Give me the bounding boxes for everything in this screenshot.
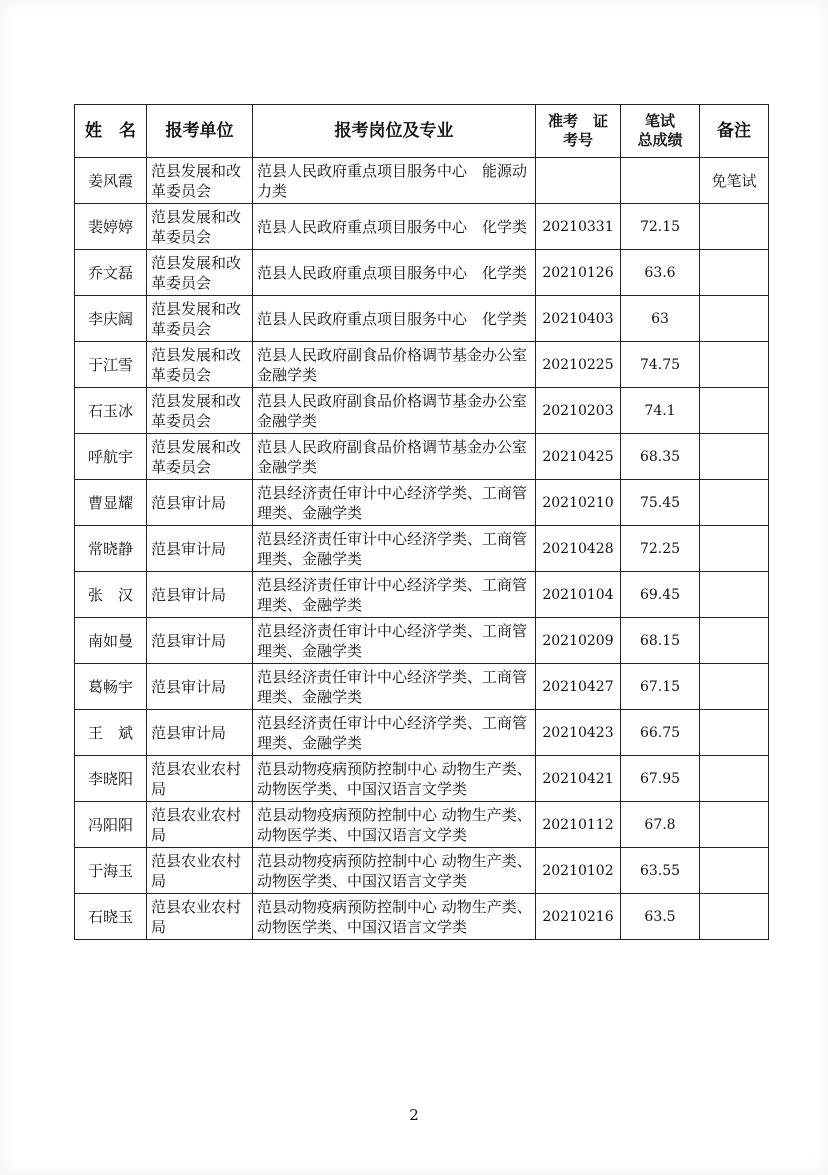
name-cell: 石晓玉 — [75, 894, 147, 940]
table-row — [75, 342, 769, 388]
post-cell: 范县动物疫病预防控制中心 动物生产类、动物医学类、中国汉语言文学类 — [253, 802, 536, 848]
remark-cell — [700, 388, 769, 434]
unit-cell: 范县发展和改革委员会 — [147, 342, 253, 388]
remark-cell — [700, 480, 769, 526]
post-cell: 范县经济责任审计中心经济学类、工商管理类、金融学类 — [253, 664, 536, 710]
exam-number-cell: 20210423 — [536, 710, 621, 756]
score-cell: 63.5 — [621, 894, 700, 940]
unit-cell: 范县审计局 — [147, 572, 253, 618]
exam-number-cell: 20210421 — [536, 756, 621, 802]
post-cell: 范县人民政府副食品价格调节基金办公室 金融学类 — [253, 388, 536, 434]
header-score-line1: 笔试 — [644, 112, 675, 130]
name-cell: 于海玉 — [75, 848, 147, 894]
header-post: 报考岗位及专业 — [253, 105, 536, 158]
exam-number-cell: 20210209 — [536, 618, 621, 664]
post-cell: 范县动物疫病预防控制中心 动物生产类、动物医学类、中国汉语言文学类 — [253, 894, 536, 940]
score-cell: 67.95 — [621, 756, 700, 802]
unit-cell: 范县发展和改革委员会 — [147, 250, 253, 296]
header-exam-number-line1: 准考 证 — [547, 112, 608, 130]
unit-cell: 范县审计局 — [147, 480, 253, 526]
name-cell: 张 汉 — [75, 572, 147, 618]
exam-number-cell: 20210112 — [536, 802, 621, 848]
name-cell: 姜风霞 — [75, 158, 147, 204]
post-cell: 范县人民政府重点项目服务中心 化学类 — [253, 296, 536, 342]
table-row — [75, 802, 769, 848]
exam-number-cell: 20210104 — [536, 572, 621, 618]
score-cell: 68.35 — [621, 434, 700, 480]
remark-cell — [700, 618, 769, 664]
table-row — [75, 710, 769, 756]
name-cell: 李庆阔 — [75, 296, 147, 342]
unit-cell: 范县发展和改革委员会 — [147, 158, 253, 204]
remark-cell — [700, 250, 769, 296]
score-cell: 67.8 — [621, 802, 700, 848]
post-cell: 范县人民政府重点项目服务中心 能源动力类 — [253, 158, 536, 204]
name-cell: 冯阳阳 — [75, 802, 147, 848]
score-cell: 66.75 — [621, 710, 700, 756]
name-cell: 葛畅宇 — [75, 664, 147, 710]
exam-number-cell: 20210225 — [536, 342, 621, 388]
header-exam-number-line2: 考号 — [562, 131, 593, 149]
remark-cell — [700, 296, 769, 342]
post-cell: 范县人民政府副食品价格调节基金办公室 金融学类 — [253, 342, 536, 388]
unit-cell: 范县审计局 — [147, 710, 253, 756]
score-cell: 69.45 — [621, 572, 700, 618]
table-row — [75, 894, 769, 940]
post-cell: 范县动物疫病预防控制中心 动物生产类、动物医学类、中国汉语言文学类 — [253, 848, 536, 894]
results-table — [74, 104, 769, 940]
header-score-line2: 总成绩 — [637, 131, 683, 149]
name-cell: 曹显耀 — [75, 480, 147, 526]
score-cell: 75.45 — [621, 480, 700, 526]
exam-number-cell: 20210126 — [536, 250, 621, 296]
score-cell: 63 — [621, 296, 700, 342]
table-row — [75, 480, 769, 526]
name-cell: 常晓静 — [75, 526, 147, 572]
header-score — [621, 105, 700, 158]
name-cell: 裴婷婷 — [75, 204, 147, 250]
exam-number-cell — [536, 158, 621, 204]
exam-number-cell: 20210331 — [536, 204, 621, 250]
unit-cell: 范县发展和改革委员会 — [147, 434, 253, 480]
remark-cell — [700, 342, 769, 388]
exam-number-cell: 20210216 — [536, 894, 621, 940]
name-cell: 石玉冰 — [75, 388, 147, 434]
table-body — [75, 158, 769, 940]
remark-cell — [700, 204, 769, 250]
score-cell: 72.15 — [621, 204, 700, 250]
table-row — [75, 572, 769, 618]
remark-cell — [700, 894, 769, 940]
name-cell: 王 斌 — [75, 710, 147, 756]
unit-cell: 范县审计局 — [147, 526, 253, 572]
remark-cell — [700, 756, 769, 802]
post-cell: 范县人民政府重点项目服务中心 化学类 — [253, 204, 536, 250]
score-cell: 74.75 — [621, 342, 700, 388]
remark-cell — [700, 710, 769, 756]
unit-cell: 范县农业农村局 — [147, 894, 253, 940]
table-row — [75, 204, 769, 250]
post-cell: 范县人民政府重点项目服务中心 化学类 — [253, 250, 536, 296]
score-cell: 67.15 — [621, 664, 700, 710]
table-row — [75, 434, 769, 480]
name-cell: 南如曼 — [75, 618, 147, 664]
unit-cell: 范县农业农村局 — [147, 802, 253, 848]
score-cell: 72.25 — [621, 526, 700, 572]
remark-cell: 免笔试 — [700, 158, 769, 204]
post-cell: 范县经济责任审计中心经济学类、工商管理类、金融学类 — [253, 572, 536, 618]
name-cell: 呼航宇 — [75, 434, 147, 480]
exam-number-cell: 20210210 — [536, 480, 621, 526]
post-cell: 范县经济责任审计中心经济学类、工商管理类、金融学类 — [253, 710, 536, 756]
table-row — [75, 756, 769, 802]
name-cell: 乔文磊 — [75, 250, 147, 296]
score-cell: 63.6 — [621, 250, 700, 296]
remark-cell — [700, 572, 769, 618]
header-exam-number — [536, 105, 621, 158]
table-row — [75, 618, 769, 664]
unit-cell: 范县农业农村局 — [147, 756, 253, 802]
post-cell: 范县动物疫病预防控制中心 动物生产类、动物医学类、中国汉语言文学类 — [253, 756, 536, 802]
post-cell: 范县经济责任审计中心经济学类、工商管理类、金融学类 — [253, 526, 536, 572]
table-row — [75, 526, 769, 572]
score-cell: 63.55 — [621, 848, 700, 894]
score-cell: 68.15 — [621, 618, 700, 664]
post-cell: 范县经济责任审计中心经济学类、工商管理类、金融学类 — [253, 618, 536, 664]
header-row — [75, 105, 769, 158]
unit-cell: 范县农业农村局 — [147, 848, 253, 894]
remark-cell — [700, 434, 769, 480]
unit-cell: 范县审计局 — [147, 618, 253, 664]
header-remark: 备注 — [700, 105, 769, 158]
table-row — [75, 388, 769, 434]
name-cell: 李晓阳 — [75, 756, 147, 802]
unit-cell: 范县审计局 — [147, 664, 253, 710]
header-unit: 报考单位 — [147, 105, 253, 158]
score-cell — [621, 158, 700, 204]
header-name: 姓 名 — [75, 105, 147, 158]
exam-number-cell: 20210102 — [536, 848, 621, 894]
score-cell: 74.1 — [621, 388, 700, 434]
post-cell: 范县人民政府副食品价格调节基金办公室 金融学类 — [253, 434, 536, 480]
remark-cell — [700, 664, 769, 710]
unit-cell: 范县发展和改革委员会 — [147, 204, 253, 250]
page-number: 2 — [409, 1106, 419, 1124]
table-row — [75, 250, 769, 296]
table-row — [75, 158, 769, 204]
exam-number-cell: 20210425 — [536, 434, 621, 480]
unit-cell: 范县发展和改革委员会 — [147, 388, 253, 434]
exam-number-cell: 20210403 — [536, 296, 621, 342]
table-row — [75, 664, 769, 710]
exam-number-cell: 20210428 — [536, 526, 621, 572]
table-row — [75, 296, 769, 342]
remark-cell — [700, 848, 769, 894]
exam-number-cell: 20210427 — [536, 664, 621, 710]
remark-cell — [700, 802, 769, 848]
post-cell: 范县经济责任审计中心经济学类、工商管理类、金融学类 — [253, 480, 536, 526]
table-row — [75, 848, 769, 894]
unit-cell: 范县发展和改革委员会 — [147, 296, 253, 342]
exam-number-cell: 20210203 — [536, 388, 621, 434]
remark-cell — [700, 526, 769, 572]
name-cell: 于江雪 — [75, 342, 147, 388]
